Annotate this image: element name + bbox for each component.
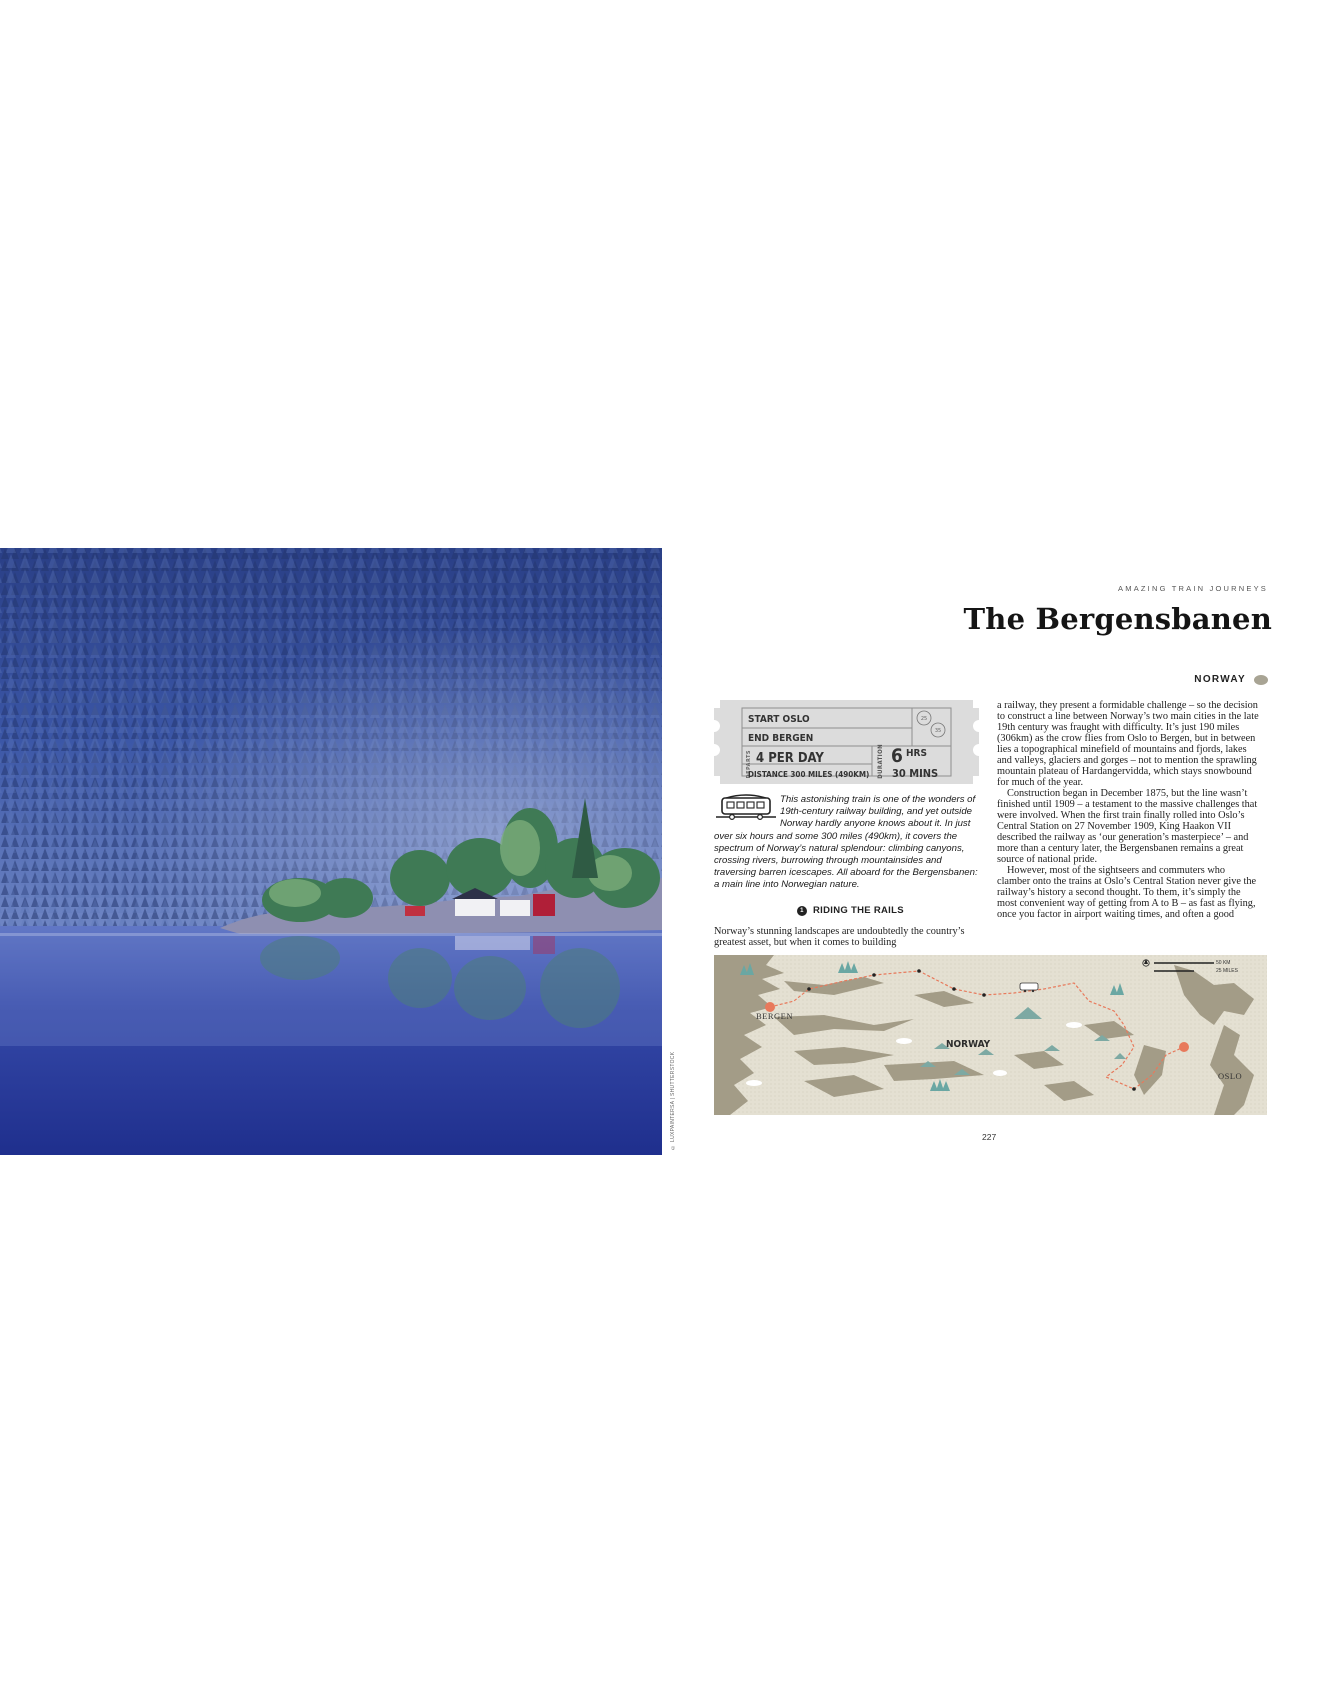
body-paragraph: a railway, they present a formidable challenge – so the decision to construct a line between Norway’s two main cities in the late 19th century was fraught with difficulty. It’s just 190 miles (306km) as the crow flies from Oslo to Bergen, but in between lies a topographical minefield of mountains and fjords, lakes and valleys, glaciers and gorges – not to mention the sprawling mountain plateau of Hardangervidda, which stays snowbound for much of the year. bbox=[997, 700, 1259, 788]
ticket-end: END BERGEN bbox=[748, 733, 814, 744]
intro-text: This astonishing train is one of the wonders of 19th-century railway building, and yet outside Norway hardly anyone knows about it. In just over six hours and some 300 miles (490km), it covers the spectrum of Norway’s natural splendour: climbing canyons, crossing rivers, burrowing through mountainsides and traversing barren icescapes. All aboard for the Bergensbanen: a main line into Norwegian nature. bbox=[714, 794, 978, 891]
body-paragraph: Construction began in December 1875, but the line wasn’t finished until 1909 – a testament to the massive challenges that were involved. When the first train finally rolled into Oslo’s Central Station on 27 November 1909, King Haakon VII described the railway as ‘our generation’s masterpiece’ – and more than a century later, the Bergensbanen remains a great source of national pride. bbox=[997, 788, 1258, 865]
page-title: The Bergensbanen bbox=[963, 602, 1272, 636]
ticket-stamp-2: 35 bbox=[934, 728, 942, 734]
map-label-oslo: OSLO bbox=[1218, 1071, 1243, 1081]
route-map bbox=[714, 955, 1267, 1115]
body-paragraph: However, most of the sightseers and commuters who clamber onto the trains at Oslo’s Central Station never give the railway’s history a second thought. To them, it’s simply the most convenient way of getting from A to B – as fast as flying, once you factor in airport waiting times, and often a good bbox=[997, 865, 1257, 920]
subheading-number-icon: 1 bbox=[797, 906, 807, 916]
map-scale-miles: 25 MILES bbox=[1216, 968, 1238, 974]
map-scale-km: 50 KM bbox=[1216, 960, 1231, 966]
map-label-norway: NORWAY bbox=[946, 1039, 991, 1050]
section-subheading bbox=[797, 905, 904, 916]
ticket-duration-label: DURATION bbox=[877, 744, 884, 779]
country-label bbox=[1194, 674, 1268, 685]
intro-paragraph bbox=[714, 794, 979, 892]
section-label: AMAZING TRAIN JOURNEYS bbox=[1118, 584, 1268, 593]
fjord-photo bbox=[0, 548, 662, 1155]
ticket-duration-mins: 30 MINS bbox=[892, 767, 939, 780]
body-column-1: Norway’s stunning landscapes are undoubtedly the country’s greatest asset, but when it comes to building bbox=[714, 926, 965, 948]
ticket-distance: DISTANCE 300 MILES (490KM) bbox=[748, 770, 870, 779]
ticket-departures: 4 PER DAY bbox=[756, 751, 824, 766]
ticket-start: START OSLO bbox=[748, 714, 810, 725]
subheading-text: RIDING THE RAILS bbox=[813, 905, 904, 916]
page-number: 227 bbox=[982, 1132, 997, 1142]
ticket-departures-label: DEPARTS bbox=[746, 750, 752, 779]
country-dot-icon bbox=[1254, 675, 1268, 685]
journey-ticket bbox=[714, 700, 979, 784]
country-name: NORWAY bbox=[1194, 674, 1246, 685]
body-column-2 bbox=[997, 700, 1259, 944]
map-label-bergen: BERGEN bbox=[756, 1011, 793, 1021]
ticket-duration-hours: HRS bbox=[906, 748, 927, 759]
ticket-duration-hours-number: 6 bbox=[891, 745, 903, 767]
intro-indent bbox=[714, 794, 780, 830]
route-map-graphic bbox=[714, 955, 1267, 1115]
photo-credit: © LUXPAINTERSA | SHUTTERSTOCK bbox=[670, 1051, 676, 1150]
ticket-stamp-1: 25 bbox=[920, 716, 928, 722]
